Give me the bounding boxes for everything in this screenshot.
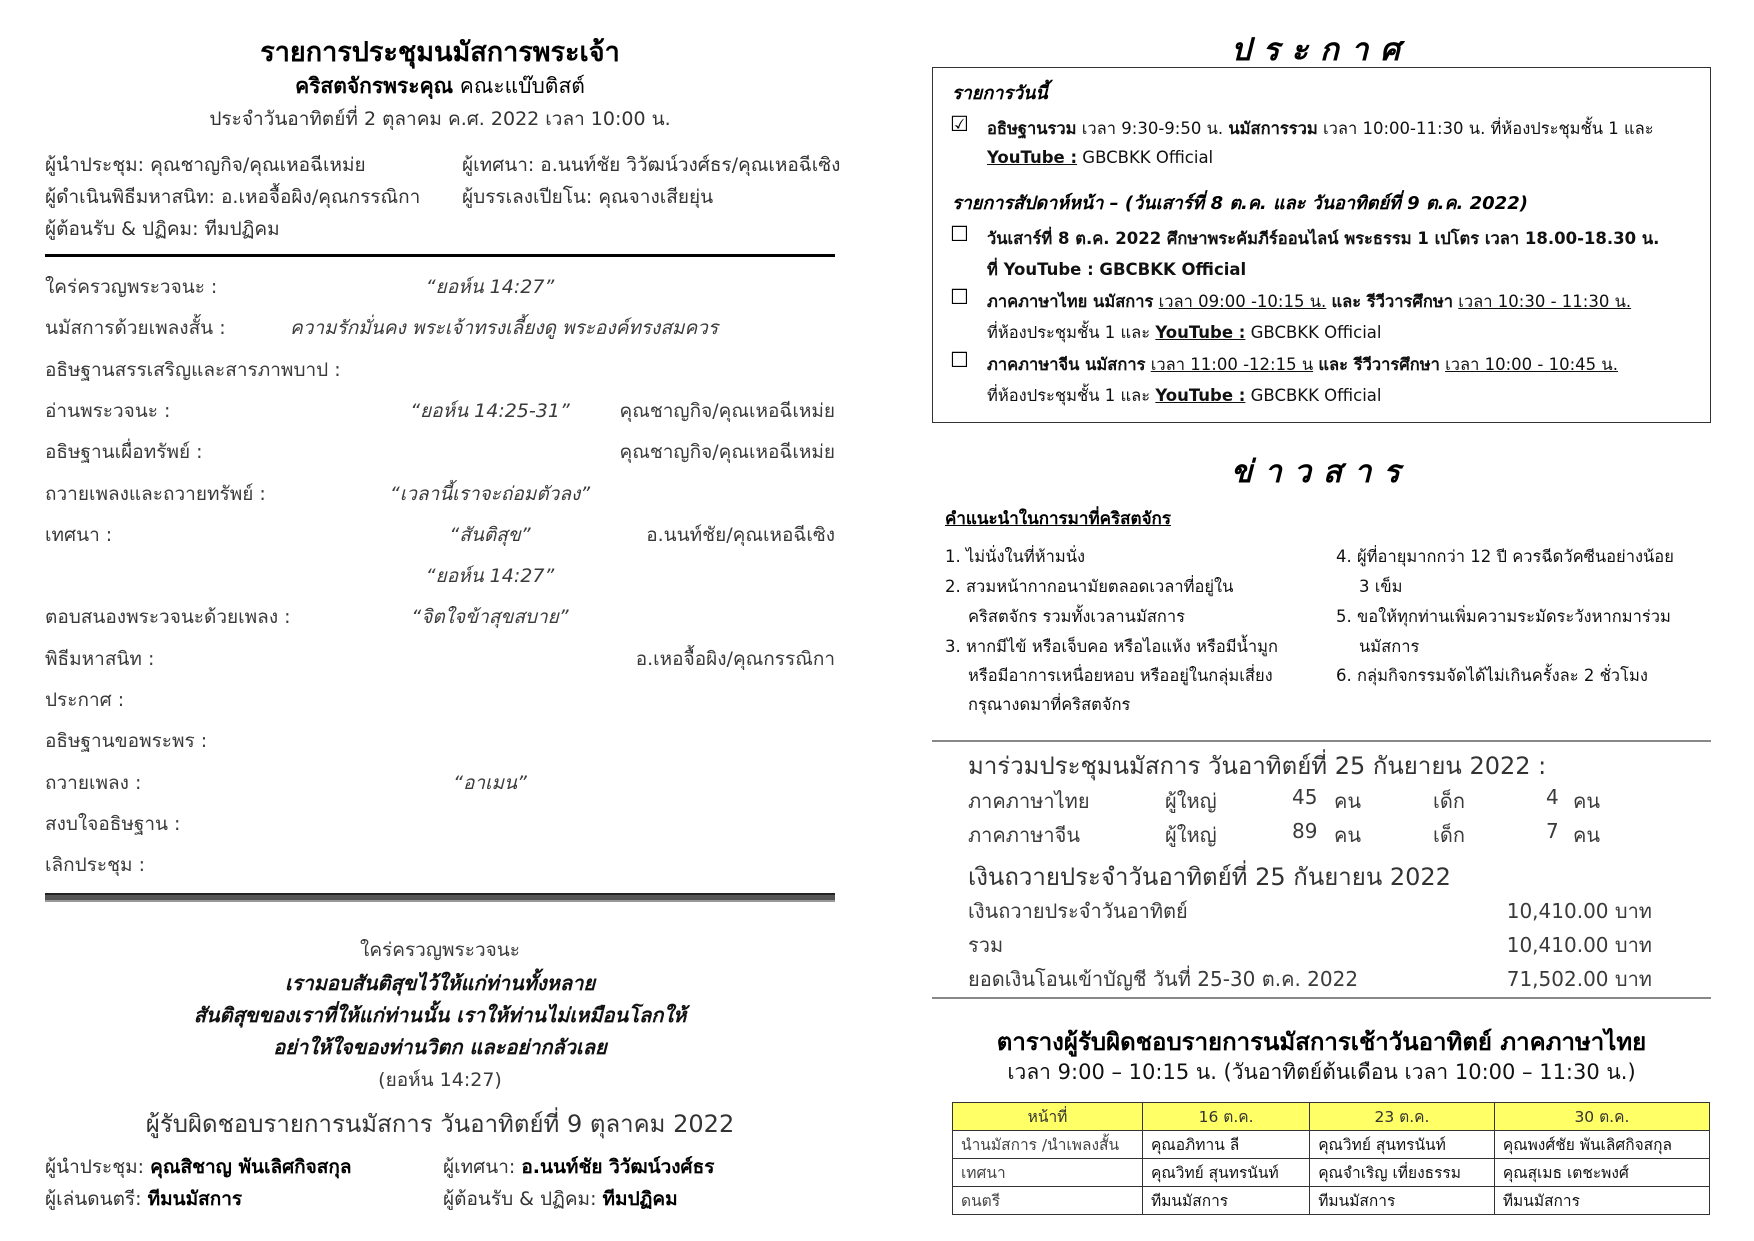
next-week-heading: ผู้รับผิดชอบรายการนมัสการ วันอาทิตย์ที่ 9 ตุลาคม 2022 bbox=[145, 1110, 735, 1138]
news-item: นมัสการ bbox=[1359, 637, 1420, 656]
program-label: อธิษฐานขอพระพร : bbox=[45, 730, 208, 752]
table-cell: ทีมนมัสการ bbox=[1143, 1187, 1310, 1215]
attendance-group: ภาคภาษาจีน bbox=[968, 823, 1081, 847]
table-header-row bbox=[953, 1103, 1710, 1131]
item3-study: และ รีวีวารศึกษา bbox=[1318, 355, 1440, 374]
today-line-2 bbox=[987, 148, 1213, 167]
today-line-1 bbox=[987, 116, 1654, 142]
next-preacher bbox=[443, 1152, 714, 1182]
program-label: ประกาศ : bbox=[45, 689, 125, 711]
news-title: ข่าวสาร bbox=[1231, 454, 1412, 490]
next-leader-name: คุณสิชาญ พันเลิศกิจสกุล bbox=[150, 1156, 352, 1178]
schedule-title: ตารางผู้รับผิดชอบรายการนมัสการเช้าวันอาทิตย์ ภาคภาษาไทย bbox=[996, 1028, 1647, 1056]
attendance-child-label: เด็ก bbox=[1433, 789, 1465, 813]
schedule-table bbox=[952, 1102, 1710, 1215]
next-leader bbox=[45, 1152, 352, 1182]
today-worship: นมัสการรวม bbox=[1228, 119, 1318, 138]
divider bbox=[45, 254, 835, 257]
table-row bbox=[953, 1159, 1710, 1187]
table-cell: ทีมนมัสการ bbox=[1310, 1187, 1495, 1215]
program-label: อธิษฐานสรรเสริญและสารภาพบาป : bbox=[45, 359, 341, 381]
item3-line1 bbox=[987, 352, 1618, 378]
program-label: อธิษฐานเผื่อทรัพย์ : bbox=[45, 441, 203, 463]
attendance-unit1: คน bbox=[1334, 789, 1362, 813]
youtube-channel: GBCBKK Official bbox=[1250, 323, 1382, 342]
item2-label: ภาคภาษาไทย นมัสการ bbox=[987, 292, 1154, 311]
attendance-unit2: คน bbox=[1573, 789, 1601, 813]
today-prayer-time: เวลา 9:30-9:50 น. bbox=[1076, 119, 1229, 138]
verse-line: อย่าให้ใจของท่านวิตก และอย่ากลัวเลย bbox=[273, 1035, 607, 1059]
item2-time: เวลา 09:00 -10:15 น. bbox=[1158, 292, 1327, 311]
church-name-bold: คริสตจักรพระคุณ bbox=[295, 74, 454, 98]
program-person: อ.เหอจื้อผิง/คุณกรรณิกา bbox=[635, 648, 835, 670]
role-preacher: ผู้เทศนา: อ.นนท์ชัย วิวัฒน์วงศ์ธร/คุณเหอฉีเซิง bbox=[462, 154, 841, 176]
next-week-announce-heading: รายการสัปดาห์หน้า – (วันเสาร์ที่ 8 ต.ค. และ วันอาทิตย์ที่ 9 ต.ค. 2022) bbox=[952, 193, 1528, 214]
next-music-label: ผู้เล่นดนตรี: bbox=[45, 1188, 142, 1210]
schedule-subtitle: เวลา 9:00 – 10:15 น. (วันอาทิตย์ต้นเดือน เวลา 10:00 – 11:30 น.) bbox=[1007, 1060, 1636, 1084]
empty-box-icon: ☐ bbox=[950, 285, 969, 309]
offering-label: เงินถวายประจำวันอาทิตย์ bbox=[968, 899, 1188, 923]
verse-line: เรามอบสันติสุขไว้ให้แก่ท่านทั้งหลาย bbox=[284, 971, 596, 995]
youtube-link[interactable]: YouTube : bbox=[987, 148, 1078, 167]
role-welcome: ผู้ต้อนรับ & ปฏิคม: ทีมปฏิคม bbox=[45, 218, 280, 240]
divider bbox=[932, 740, 1711, 742]
header-cell: 30 ต.ค. bbox=[1494, 1103, 1709, 1131]
news-heading: คำแนะนำในการมาที่คริสตจักร bbox=[945, 509, 1171, 529]
news-item: 5. ขอให้ทุกท่านเพิ่มความระมัดระวังหากมาร่วม bbox=[1336, 607, 1671, 626]
next-preacher-label: ผู้เทศนา: bbox=[443, 1156, 516, 1178]
program-label: นมัสการด้วยเพลงสั้น : bbox=[45, 317, 226, 339]
attendance-children: 4 bbox=[1546, 785, 1559, 809]
offering-amount: 10,410.00 บาท bbox=[1506, 899, 1652, 923]
item2-place: ที่ห้องประชุมชั้น 1 และ bbox=[987, 323, 1151, 342]
bulletin-title: รายการประชุมนมัสการพระเจ้า bbox=[260, 37, 620, 68]
table-cell: นำนมัสการ /นำเพลงสั้น bbox=[953, 1131, 1143, 1159]
item1-line1: วันเสาร์ที่ 8 ต.ค. 2022 ศึกษาพระคัมภีร์ออนไลน์ พระธรรม 1 เปโตร เวลา 18.00-18.30 น. bbox=[987, 229, 1660, 248]
table-cell: คุณวิทย์ สุนทรนันท์ bbox=[1310, 1131, 1495, 1159]
offering-amount: 10,410.00 บาท bbox=[1506, 933, 1652, 957]
program-label: ใคร่ครวญพระวจนะ : bbox=[45, 276, 218, 298]
news-item: คริสตจักร รวมทั้งเวลานมัสการ bbox=[968, 607, 1186, 626]
empty-box-icon: ☐ bbox=[950, 222, 969, 246]
item3-label: ภาคภาษาจีน นมัสการ bbox=[987, 355, 1146, 374]
news-item: หรือมีอาการเหนื่อยหอบ หรืออยู่ในกลุ่มเสี่ยง bbox=[968, 666, 1273, 685]
news-item: 3 เข็ม bbox=[1359, 577, 1403, 596]
offering-heading: เงินถวายประจำวันอาทิตย์ที่ 25 กันยายน 2022 bbox=[968, 863, 1451, 891]
youtube-link[interactable]: YouTube : bbox=[1155, 386, 1246, 405]
verse-line: สันติสุขของเราที่ให้แก่ท่านนั้น เราให้ท่านไม่เหมือนโลกให้ bbox=[193, 1003, 687, 1027]
next-music bbox=[45, 1184, 242, 1214]
checked-box-icon: ☑ bbox=[950, 112, 969, 136]
attendance-adult-label: ผู้ใหญ่ bbox=[1165, 789, 1217, 813]
announcement-title: ประกาศ bbox=[1231, 32, 1412, 68]
attendance-adult-label: ผู้ใหญ่ bbox=[1165, 823, 1217, 847]
divider bbox=[932, 997, 1711, 999]
youtube-channel: GBCBKK Official bbox=[1077, 148, 1214, 167]
table-cell: คุณสุเมธ เตชะพงศ์ bbox=[1494, 1159, 1709, 1187]
program-detail: “เวลานี้เราจะถ่อมตัวลง” bbox=[389, 483, 591, 505]
next-leader-label: ผู้นำประชุม: bbox=[45, 1156, 145, 1178]
news-item: กรุณางดมาที่คริสตจักร bbox=[968, 695, 1131, 714]
today-prayer: อธิษฐานรวม bbox=[987, 119, 1077, 138]
program-label: สงบใจอธิษฐาน : bbox=[45, 813, 181, 835]
table-cell: คุณพงศ์ชัย พันเลิศกิจสกุล bbox=[1494, 1131, 1709, 1159]
program-label: ถวายเพลง : bbox=[45, 772, 142, 794]
service-date: ประจำวันอาทิตย์ที่ 2 ตุลาคม ค.ศ. 2022 เวลา 10:00 น. bbox=[209, 108, 671, 130]
program-label: ตอบสนองพระวจนะด้วยเพลง : bbox=[45, 606, 291, 628]
role-communion: ผู้ดำเนินพิธีมหาสนิท: อ.เหอจื้อผิง/คุณกรรณิกา bbox=[45, 186, 421, 208]
meditation-heading: ใคร่ครวญพระวจนะ bbox=[360, 939, 520, 961]
verse-reference: (ยอห์น 14:27) bbox=[378, 1069, 502, 1091]
program-detail: “ยอห์น 14:25-31” bbox=[410, 400, 570, 422]
attendance-heading: มาร่วมประชุมนมัสการ วันอาทิตย์ที่ 25 กันยายน 2022 : bbox=[968, 752, 1547, 780]
program-person: คุณชาญกิจ/คุณเหอฉีเหม่ย bbox=[619, 441, 835, 463]
news-item: 1. ไม่นั่งในที่ห้ามนั่ง bbox=[945, 547, 1086, 566]
program-detail: “ยอห์น 14:27” bbox=[425, 565, 555, 587]
attendance-unit2: คน bbox=[1573, 823, 1601, 847]
program-label: อ่านพระวจนะ : bbox=[45, 400, 171, 422]
next-preacher-name: อ.นนท์ชัย วิวัฒน์วงศ์ธร bbox=[521, 1156, 715, 1178]
table-row bbox=[953, 1187, 1710, 1215]
news-item: 4. ผู้ที่อายุมากกว่า 12 ปี ควรฉีดวัคซีนอย่างน้อย bbox=[1336, 547, 1674, 566]
item2-study: และ รีวีวารศึกษา bbox=[1331, 292, 1453, 311]
table-cell: คุณจำเริญ เที่ยงธรรม bbox=[1310, 1159, 1495, 1187]
table-row bbox=[953, 1131, 1710, 1159]
next-welcome-name: ทีมปฏิคม bbox=[602, 1188, 678, 1210]
table-cell: คุณวิทย์ สุนทรนันท์ bbox=[1143, 1159, 1310, 1187]
attendance-child-label: เด็ก bbox=[1433, 823, 1465, 847]
program-detail: “ยอห์น 14:27” bbox=[425, 276, 555, 298]
empty-box-icon: ☐ bbox=[950, 348, 969, 372]
item3-time: เวลา 11:00 -12:15 น bbox=[1150, 355, 1314, 374]
attendance-adults: 89 bbox=[1292, 819, 1318, 843]
news-item: 3. หากมีไข้ หรือเจ็บคอ หรือไอแห้ง หรือมีน้ำมูก bbox=[945, 637, 1279, 656]
youtube-channel: GBCBKK Official bbox=[1250, 386, 1382, 405]
item2-line1 bbox=[987, 289, 1631, 315]
program-detail: “สันติสุข” bbox=[449, 524, 531, 546]
program-detail: “อาเมน” bbox=[453, 772, 527, 794]
program-label: เลิกประชุม : bbox=[45, 854, 145, 876]
next-music-name: ทีมนมัสการ bbox=[147, 1188, 243, 1210]
table-cell: เทศนา bbox=[953, 1159, 1143, 1187]
header-cell: 16 ต.ค. bbox=[1143, 1103, 1310, 1131]
offering-label: ยอดเงินโอนเข้าบัญชี วันที่ 25-30 ต.ค. 2022 bbox=[968, 967, 1359, 991]
attendance-adults: 45 bbox=[1292, 785, 1318, 809]
church-name-rest: คณะแบ๊บติสต์ bbox=[459, 74, 585, 98]
church-name bbox=[45, 70, 835, 103]
today-worship-time: เวลา 10:00-11:30 น. ที่ห้องประชุมชั้น 1 และ bbox=[1317, 119, 1654, 138]
today-heading: รายการวันนี้ bbox=[952, 83, 1048, 104]
role-pianist: ผู้บรรเลงเปียโน: คุณจางเสียยุ่น bbox=[462, 186, 714, 208]
table-cell: คุณอภิทาน ลี bbox=[1143, 1131, 1310, 1159]
offering-amount: 71,502.00 บาท bbox=[1506, 967, 1652, 991]
next-welcome bbox=[443, 1184, 678, 1214]
next-welcome-label: ผู้ต้อนรับ & ปฏิคม: bbox=[443, 1188, 597, 1210]
item3-study-time: เวลา 10:00 - 10:45 น. bbox=[1445, 355, 1618, 374]
program-detail: ความรักมั่นคง พระเจ้าทรงเลี้ยงดู พระองค์ทรงสมควร bbox=[290, 317, 719, 339]
table-cell: ทีมนมัสการ bbox=[1494, 1187, 1709, 1215]
table-cell: ดนตรี bbox=[953, 1187, 1143, 1215]
item2-study-time: เวลา 10:30 - 11:30 น. bbox=[1458, 292, 1632, 311]
offering-label: รวม bbox=[968, 933, 1004, 957]
item3-place: ที่ห้องประชุมชั้น 1 และ bbox=[987, 386, 1151, 405]
program-label: ถวายเพลงและถวายทรัพย์ : bbox=[45, 483, 266, 505]
news-item: 2. สวมหน้ากากอนามัยตลอดเวลาที่อยู่ใน bbox=[945, 577, 1234, 596]
item2-line2 bbox=[987, 320, 1381, 346]
program-label: พิธีมหาสนิท : bbox=[45, 648, 155, 670]
item3-line2 bbox=[987, 383, 1381, 409]
program-detail: “จิตใจข้าสุขสบาย” bbox=[411, 606, 569, 628]
attendance-children: 7 bbox=[1546, 819, 1559, 843]
attendance-unit1: คน bbox=[1334, 823, 1362, 847]
role-leader: ผู้นำประชุม: คุณชาญกิจ/คุณเหอฉีเหม่ย bbox=[45, 154, 366, 176]
program-label: เทศนา : bbox=[45, 524, 113, 546]
program-person: คุณชาญกิจ/คุณเหอฉีเหม่ย bbox=[619, 400, 835, 422]
item1-line2: ที่ YouTube : GBCBKK Official bbox=[987, 260, 1247, 279]
header-cell: 23 ต.ค. bbox=[1310, 1103, 1495, 1131]
header-cell: หน้าที่ bbox=[953, 1103, 1143, 1131]
double-divider bbox=[45, 893, 835, 902]
attendance-group: ภาคภาษาไทย bbox=[968, 789, 1090, 813]
news-item: 6. กลุ่มกิจกรรมจัดได้ไม่เกินครั้งละ 2 ชั่วโมง bbox=[1336, 666, 1648, 685]
youtube-link[interactable]: YouTube : bbox=[1155, 323, 1246, 342]
program-person: อ.นนท์ชัย/คุณเหอฉีเซิง bbox=[646, 524, 835, 546]
